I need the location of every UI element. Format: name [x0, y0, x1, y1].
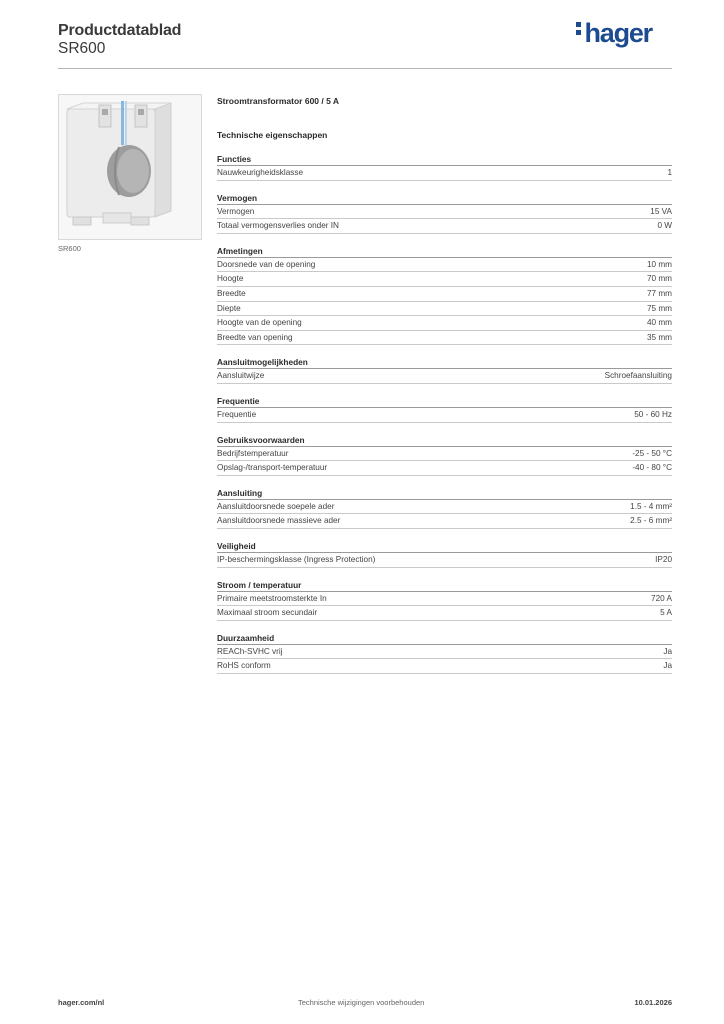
spec-section	[217, 245, 672, 346]
page-header	[58, 20, 672, 69]
spec-value: -40 - 80 °C	[632, 463, 672, 473]
spec-label: Diepte	[217, 303, 241, 313]
spec-row	[217, 331, 672, 346]
spec-label: Nauwkeurigheidsklasse	[217, 168, 304, 177]
footer-notice: Technische wijzigingen voorbehouden	[298, 998, 425, 1007]
spec-section	[217, 632, 672, 674]
document-title: Productdatablad	[58, 22, 182, 39]
spec-label: Frequentie	[217, 409, 257, 419]
spec-row	[217, 166, 672, 181]
spec-value: 1.5 - 4 mm²	[630, 501, 672, 511]
section-title: Gebruiksvoorwaarden	[217, 434, 672, 447]
spec-label: Totaal vermogensverlies onder IN	[217, 221, 339, 231]
spec-label: RoHS conform	[217, 661, 271, 671]
spec-label: Breedte	[217, 288, 246, 298]
section-title: Aansluiting	[217, 487, 672, 500]
spec-label: Bedrijfstemperatuur	[217, 448, 289, 458]
spec-label: Aansluitwijze	[217, 371, 265, 381]
spec-row	[217, 287, 672, 302]
spec-value: 40 mm	[646, 318, 672, 328]
current-transformer-icon	[59, 95, 201, 239]
section-title: Frequentie	[217, 395, 672, 408]
section-title: Vermogen	[217, 192, 672, 205]
hager-logo	[576, 18, 652, 49]
spec-row	[217, 461, 672, 476]
spec-row	[217, 302, 672, 317]
spec-label: Primaire meetstroomsterkte In	[217, 593, 327, 603]
spec-row	[217, 272, 672, 287]
product-image	[58, 94, 202, 240]
spec-row	[217, 514, 672, 529]
section-title: Functies	[217, 153, 672, 166]
spec-value: Ja	[663, 646, 672, 656]
product-code: SR600	[58, 40, 106, 57]
spec-section	[217, 487, 672, 529]
spec-row	[217, 205, 672, 220]
spec-row	[217, 316, 672, 331]
spec-row	[217, 258, 672, 273]
section-title: Aansluitmogelijkheden	[217, 356, 672, 369]
spec-value: 0 W	[657, 221, 672, 231]
spec-label: Maximaal stroom secundair	[217, 608, 318, 618]
spec-row	[217, 500, 672, 515]
spec-value: 77 mm	[646, 288, 672, 298]
footer-date: 10.01.2026	[634, 998, 672, 1007]
spec-section	[217, 434, 672, 476]
spec-row	[217, 369, 672, 384]
section-title: Stroom / temperatuur	[217, 579, 672, 592]
spec-label: Hoogte van de opening	[217, 318, 302, 328]
spec-label: IP-beschermingsklasse (Ingress Protection)	[217, 554, 376, 564]
tech-heading: Technische eigenschappen	[217, 130, 328, 140]
spec-label: Opslag-/transport-temperatuur	[217, 463, 328, 473]
spec-section	[217, 395, 672, 423]
spec-value: 5 A	[660, 608, 672, 618]
spec-value: -25 - 50 °C	[632, 448, 672, 458]
spec-value: Ja	[663, 661, 672, 671]
logo-text: hager	[584, 18, 652, 48]
footer-website-link[interactable]: hager.com/nl	[58, 998, 105, 1007]
specifications	[217, 94, 672, 674]
spec-row	[217, 606, 672, 621]
spec-label: REACh-SVHC vrij	[217, 646, 283, 656]
spec-section	[217, 356, 672, 384]
spec-value: 720 A	[651, 593, 672, 603]
spec-row	[217, 592, 672, 607]
section-title: Veiligheid	[217, 540, 672, 553]
spec-section	[217, 540, 672, 568]
logo-dots-icon	[576, 20, 582, 38]
section-title: Duurzaamheid	[217, 632, 672, 645]
spec-row	[217, 219, 672, 234]
product-name: Stroomtransformator 600 / 5 A	[217, 96, 340, 106]
spec-row	[217, 659, 672, 674]
spec-value: 1	[667, 168, 672, 177]
spec-row	[217, 645, 672, 660]
spec-value: 15 VA	[650, 206, 672, 216]
spec-value: 50 - 60 Hz	[634, 409, 672, 419]
spec-sections	[217, 153, 672, 674]
spec-label: Hoogte	[217, 274, 244, 284]
spec-value: 75 mm	[646, 303, 672, 313]
spec-value: 2.5 - 6 mm²	[630, 516, 672, 526]
spec-value: IP20	[655, 554, 672, 564]
spec-label: Vermogen	[217, 206, 255, 216]
spec-label: Doorsnede van de opening	[217, 259, 316, 269]
spec-value: Schroefaansluiting	[604, 371, 672, 381]
spec-value: 70 mm	[646, 274, 672, 284]
spec-label: Aansluitdoorsnede soepele ader	[217, 501, 335, 511]
spec-value: 10 mm	[646, 259, 672, 269]
spec-section	[217, 153, 672, 181]
spec-label: Aansluitdoorsnede massieve ader	[217, 516, 341, 526]
spec-row	[217, 447, 672, 462]
spec-section	[217, 579, 672, 621]
section-title: Afmetingen	[217, 245, 672, 258]
image-caption: SR600	[58, 244, 81, 253]
spec-row	[217, 553, 672, 568]
spec-label: Breedte van opening	[217, 332, 293, 342]
spec-value: 35 mm	[646, 332, 672, 342]
spec-row	[217, 408, 672, 423]
spec-section	[217, 192, 672, 234]
